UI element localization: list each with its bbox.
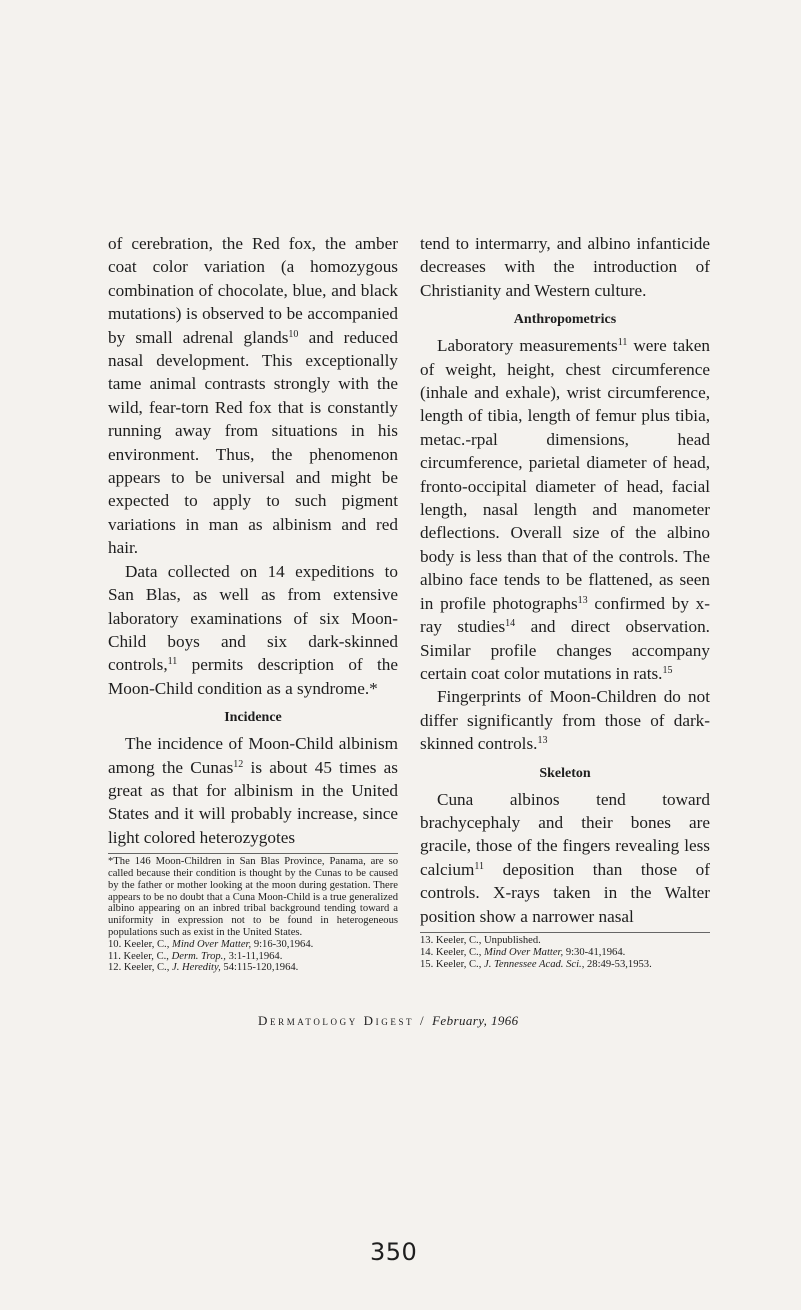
reference: 10. Keeler, C., Mind Over Matter, 9:16-30,1964. <box>108 938 314 950</box>
reference: 11. Keeler, C., Derm. Trop., 3:1-11,1964. <box>108 950 283 962</box>
paragraph: of cerebration, the Red fox, the amber coat color variation (a homozygous combination of chocolate, blue, and black mutations) is observed to be accompanied by small adrenal glands$^{10}$ and reduced nasal development. This exceptionally tame animal contrasts strongly with the wild, fear-torn Red fox that is constantly running away from situations in his environment. Thus, the phenomenon appears to be universal and might be expected to apply to such pigment variations in man as albinism and red hair. <box>108 234 398 558</box>
reference: 14. Keeler, C., Mind Over Matter, 9:30-41,1964. <box>420 946 626 958</box>
footnote: *The 146 Moon-Children in San Blas Province, Panama, are so called because their condition is thought by the Cunas to be caused by the father or mother looking at the moon during gestation. There appears to be no doubt that a Cuna Moon-Child is a true generalized albino appearing on an inbred tribal background tending toward a uniformity in expression not to be found in heterogeneous populations such as exist in the United States. <box>108 856 398 938</box>
section-heading-incidence: Incidence <box>224 710 282 726</box>
paragraph: Laboratory measurements$^{11}$ were taken of weight, height, chest circumference (inhale and exhale), wrist circumference, length of tibia, length of femur plus tibia, metac.-rpal dimensions, head circumference, parietal diameter of head, fronto-occipital diameter of head, facial length, nasal length and manometer deflections. Overall size of the albino body is less than that of the controls. The albino face tends to be flattened, as seen in profile photographs$^{13}$ confirmed by x-ray studies$^{14}$ and direct observation. Similar profile changes accompany certain coat color mutations in rats.$^{15}$ <box>420 336 710 683</box>
paragraph: tend to intermarry, and albino infanticide decreases with the introduction of Christianity and Western culture. <box>420 234 710 300</box>
paragraph: Fingerprints of Moon-Children do not differ significantly from those of dark-skinned controls.$^{13}$ <box>420 687 710 754</box>
issue-date: February, 1966 <box>432 1013 519 1028</box>
section-heading-anthropometrics: Anthropometrics <box>513 312 617 328</box>
paragraph: Cuna albinos tend toward brachycephaly and their bones are gracile, those of the fingers revealing less calcium$^{11}$ deposition than those of controls. X-rays taken in the Walter position show a narrower nasal <box>420 789 710 926</box>
footer-separator: / <box>414 1013 433 1028</box>
journal-name: Dermatology Digest <box>258 1013 415 1028</box>
footnote-divider <box>420 932 710 933</box>
reference: 15. Keeler, C., J. Tennessee Acad. Sci., 28:49-53,1953. <box>420 958 652 970</box>
section-heading-skeleton: Skeleton <box>539 765 591 781</box>
right-column <box>420 232 710 970</box>
page-number: 350 <box>370 1238 418 1266</box>
running-footer <box>258 1013 519 1029</box>
footnote-divider <box>108 853 398 854</box>
reference: 12. Keeler, C., J. Heredity, 54:115-120,1964. <box>108 962 299 974</box>
reference: 13. Keeler, C., Unpublished. <box>420 934 541 946</box>
paragraph: Data collected on 14 expeditions to San Blas, as well as from extensive laboratory examinations of six Moon-Child boys and six dark-skinned controls,$^{11}$ permits description of the Moon-Child condition as a syndrome.* <box>108 561 398 698</box>
paragraph: The incidence of Moon-Child albinism among the Cunas$^{12}$ is about 45 times as great as that for albinism in the United States and it will probably increase, since light colored heterozygotes <box>108 734 398 847</box>
left-column <box>108 232 398 974</box>
